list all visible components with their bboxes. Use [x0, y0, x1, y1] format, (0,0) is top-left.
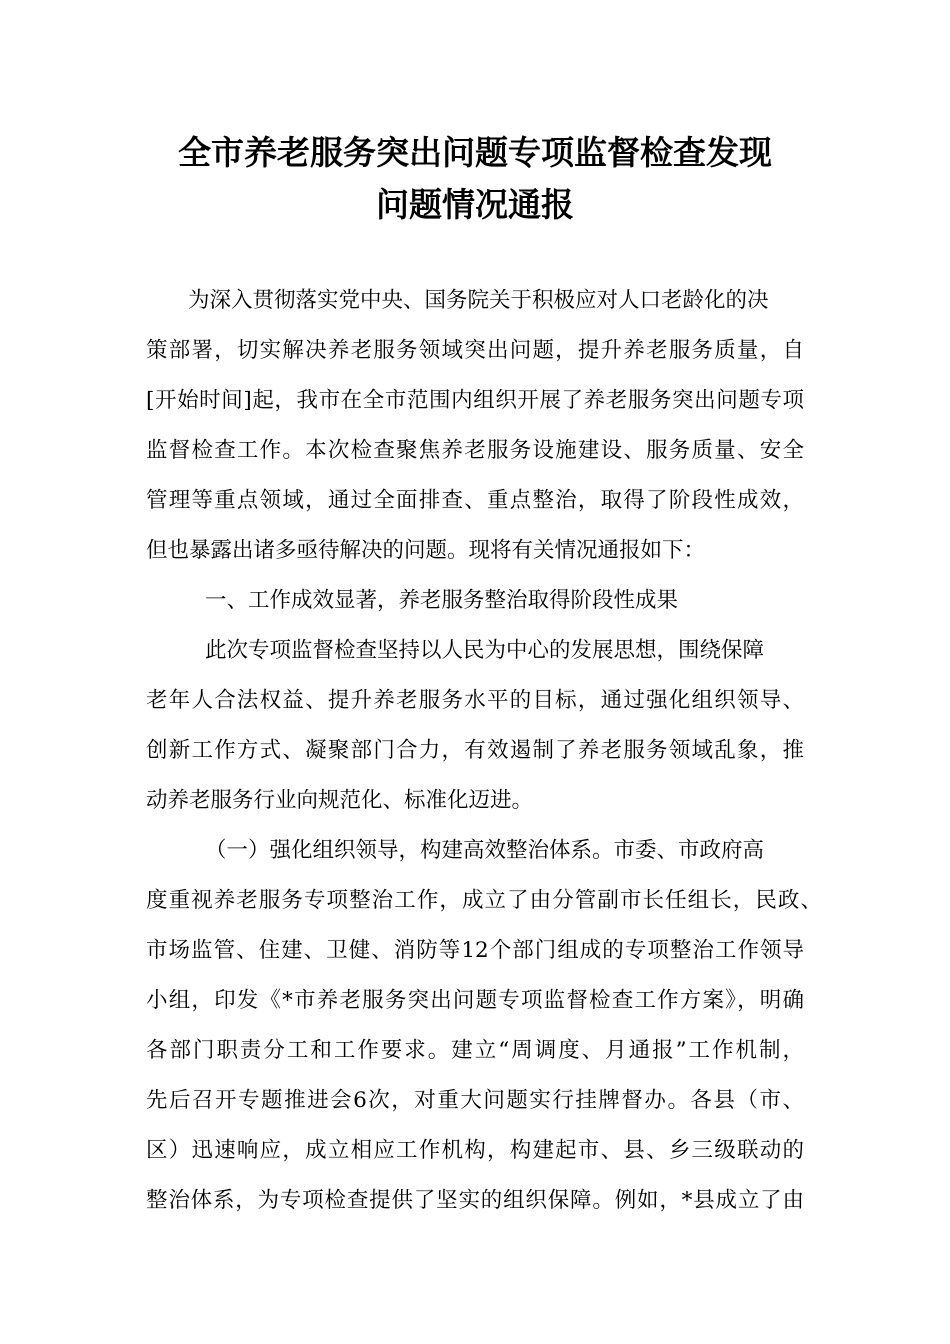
paragraph-line: 监督检查工作。本次检查聚焦养老服务设施建设、服务质量、安全 [146, 438, 804, 463]
paragraph-line: 创新工作方式、凝聚部门合力，有效遏制了养老服务领域乱象，推 [146, 738, 804, 763]
subsection-paragraph-line: （一）强化组织领导，构建高效整治体系。市委、市政府高 [205, 838, 765, 863]
paragraph-line: 老年人合法权益、提升养老服务水平的目标，通过强化组织领导、 [146, 688, 804, 713]
paragraph-line: 整治体系，为专项检查提供了坚实的组织保障。例如，*县成立了由 [146, 1188, 804, 1213]
paragraph-line: 度重视养老服务专项整治工作，成立了由分管副市长任组长，民政、 [146, 888, 822, 913]
paragraph-line: 策部署，切实解决养老服务领域突出问题，提升养老服务质量，自 [146, 338, 804, 363]
paragraph-line: 先后召开专题推进会6次，对重大问题实行挂牌督办。各县（市、 [146, 1088, 804, 1113]
paragraph-line: 各部门职责分工和工作要求。建立“周调度、月通报”工作机制， [146, 1038, 804, 1063]
paragraph-line: 管理等重点领域，通过全面排查、重点整治，取得了阶段性成效， [146, 488, 804, 513]
paragraph-line: 此次专项监督检查坚持以人民为中心的发展思想，围绕保障 [205, 638, 765, 663]
paragraph-line: 动养老服务行业向规范化、标准化迈进。 [146, 788, 534, 813]
document-title-line-1: 全市养老服务突出问题专项监督检查发现 [178, 133, 772, 172]
paragraph-line: [开始时间]起，我市在全市范围内组织开展了养老服务突出问题专项 [146, 388, 804, 413]
paragraph-line: 但也暴露出诸多亟待解决的问题。现将有关情况通报如下： [146, 538, 706, 563]
document-title-line-2: 问题情况通报 [376, 185, 574, 224]
paragraph-line: 为深入贯彻落实党中央、国务院关于积极应对人口老龄化的决 [188, 288, 769, 313]
paragraph-line: 市场监管、住建、卫健、消防等12个部门组成的专项整治工作领导 [146, 938, 804, 963]
paragraph-line: 区）迅速响应，成立相应工作机构，构建起市、县、乡三级联动的 [146, 1138, 804, 1163]
paragraph-line: 小组，印发《*市养老服务突出问题专项监督检查工作方案》，明确 [146, 988, 804, 1013]
section-heading: 一、工作成效显著，养老服务整治取得阶段性成果 [205, 588, 679, 613]
